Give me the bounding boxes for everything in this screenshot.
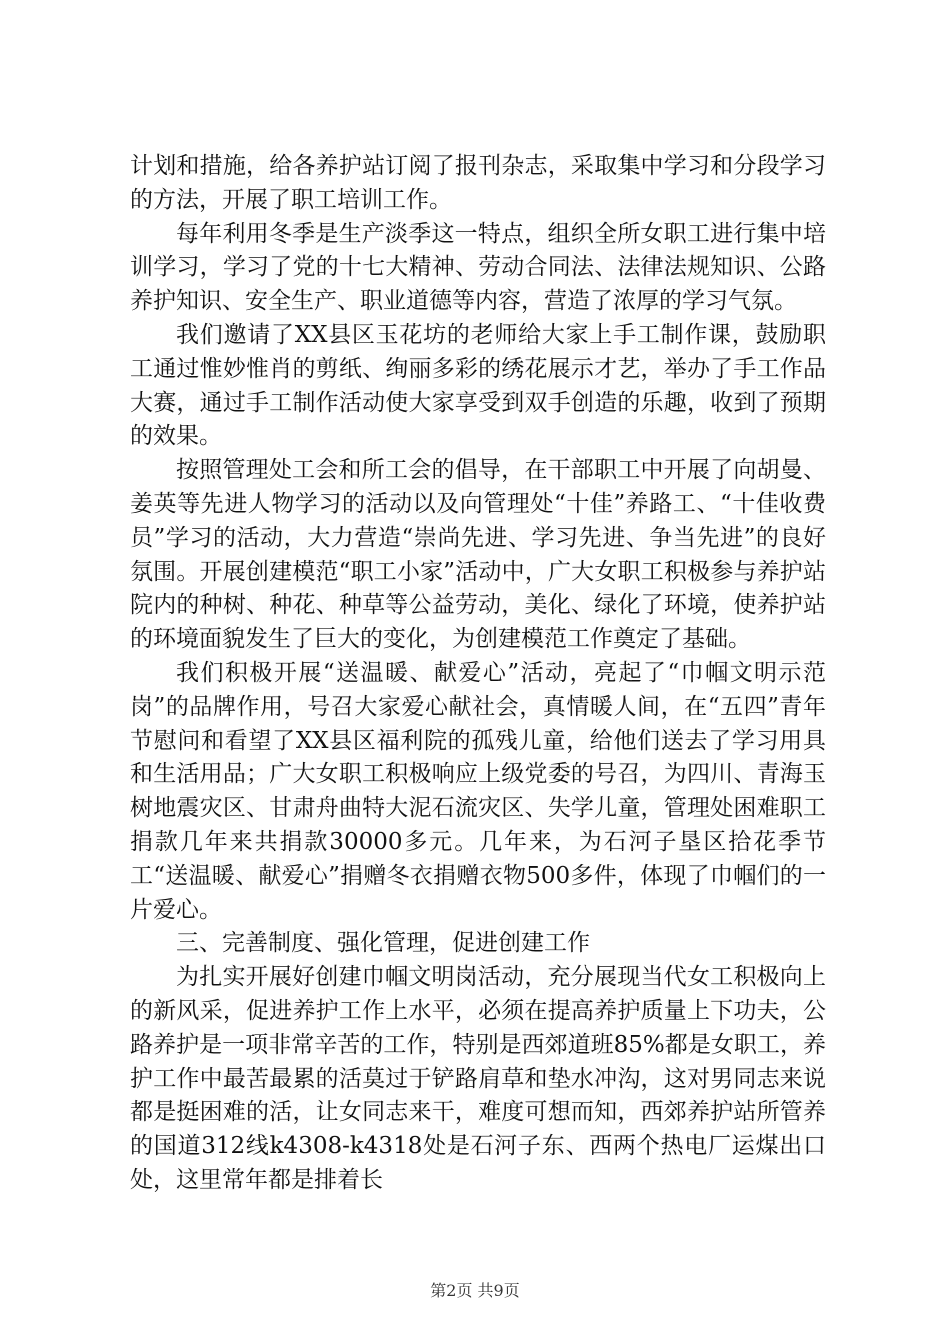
paragraph-4: 按照管理处工会和所工会的倡导，在干部职工中开展了向胡曼、姜英等先进人物学习的活动以及向管理处“十佳”养路工、“十佳收费员”学习的活动，大力营造“崇尚先进、学习先进、争当先进”的良好氛围。开展创建模范“职工小家”活动中，广大女职工积极参与养护站院内的种树、种花、种草等公益劳动，美化、绿化了环境，使养护站的环境面貌发生了巨大的变化，为创建模范工作奠定了基础。 [130, 457, 826, 653]
paragraph-5: 我们积极开展“送温暖、献爱心”活动，亮起了“巾帼文明示范岗”的品牌作用，号召大家爱心献社会，真情暖人间，在“五四”青年节慰问和看望了XX县区福利院的孤残儿童，给他们送去了学习用具和生活用品；广大女职工积极响应上级党委的号召，为四川、青海玉树地震灾区、甘肃舟曲特大泥石流灾区、失学儿童，管理处困难职工捐款几年来共捐款30000多元。几年来，为石河子垦区拾花季节工“送温暖、献爱心”捐赠冬衣捐赠衣物500多件，体现了巾帼们的一片爱心。 [130, 659, 826, 923]
section-heading: 三、完善制度、强化管理，促进创建工作 [176, 930, 590, 957]
paragraph-6: 为扎实开展好创建巾帼文明岗活动，充分展现当代女工积极向上的新风采，促进养护工作上水平，必须在提高养护质量上下功夫，公路养护是一项非常辛苦的工作，特别是西郊道班85%都是女职工，养护工作中最苦最累的活莫过于铲路肩草和垫水冲沟，这对男同志来说都是挺困难的活，让女同志来干，难度可想而知，西郊养护站所管养的国道312线k4308-k4318处是石河子东、西两个热电厂运煤出口处，这里常年都是排着长 [130, 964, 826, 1193]
paragraph-1: 计划和措施，给各养护站订阅了报刊杂志，采取集中学习和分段学习的方法，开展了职工培训工作。 [130, 153, 826, 213]
document-body [130, 150, 826, 1198]
paragraph-3: 我们邀请了XX县区玉花坊的老师给大家上手工制作课，鼓励职工通过惟妙惟肖的剪纸、绚丽多彩的绣花展示才艺，举办了手工作品大赛，通过手工制作活动使大家享受到双手创造的乐趣，收到了预期的效果。 [130, 321, 826, 450]
paragraph-2: 每年利用冬季是生产淡季这一特点，组织全所女职工进行集中培训学习，学习了党的十七大精神、劳动合同法、法律法规知识、公路养护知识、安全生产、职业道德等内容，营造了浓厚的学习气氛。 [130, 220, 826, 315]
page-number-footer: 第2页 共9页 [430, 1281, 520, 1300]
